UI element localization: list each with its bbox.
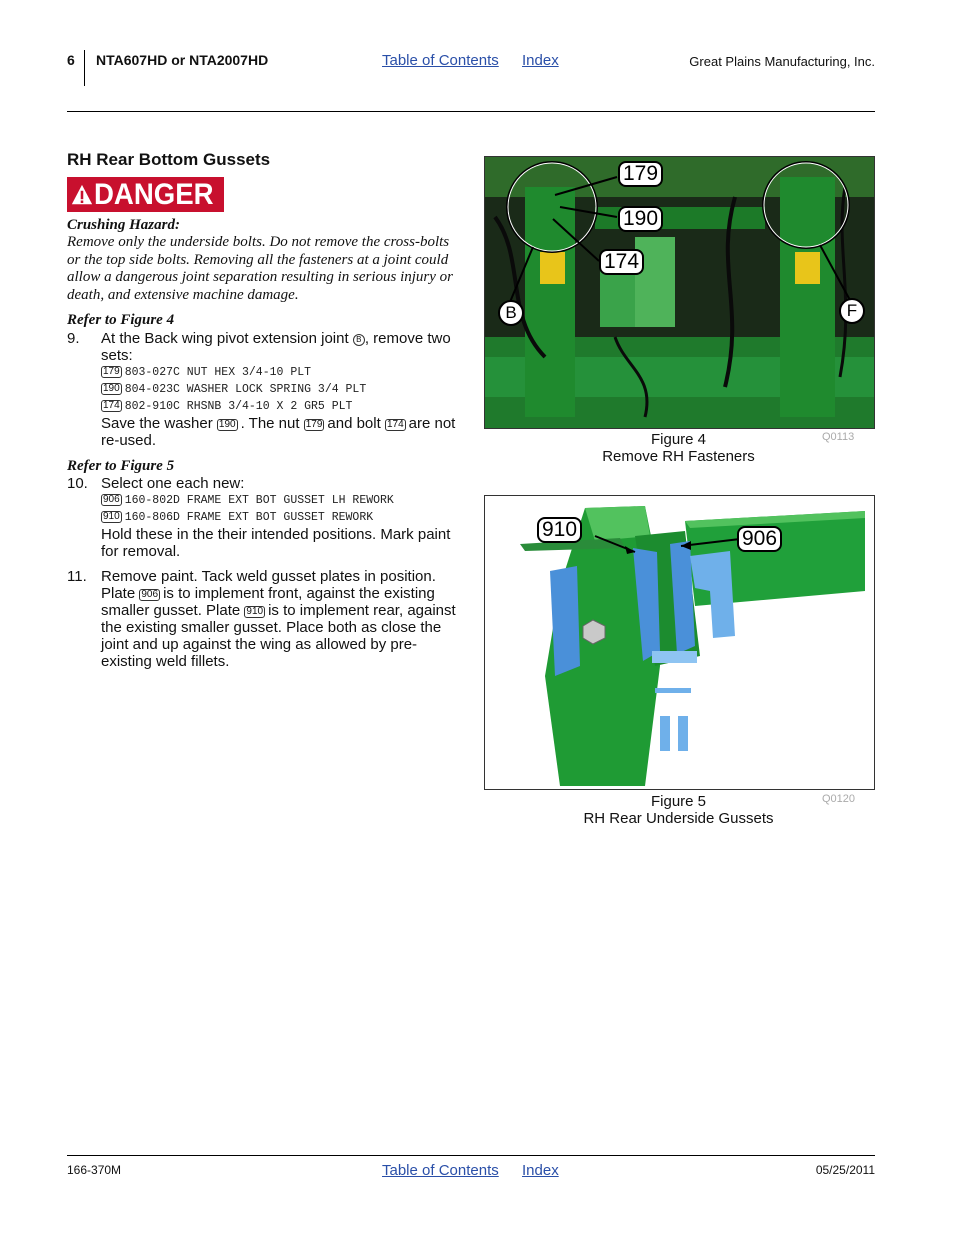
letter-f: F bbox=[839, 298, 865, 324]
step-9-text-b: , remove two sets: bbox=[101, 330, 451, 364]
section-title: RH Rear Bottom Gussets bbox=[67, 150, 271, 169]
refer-figure-5: Refer to Figure 5 bbox=[67, 458, 175, 474]
part-desc: 802-910C RHSNB 3/4-10 X 2 GR5 PLT bbox=[124, 400, 353, 413]
step-9-number: 9. bbox=[67, 330, 80, 347]
figure-5-title: RH Rear Underside Gussets bbox=[583, 810, 774, 827]
step-10-number: 10. bbox=[67, 475, 88, 492]
part-line bbox=[101, 511, 373, 524]
save-text-b: . The nut bbox=[240, 415, 300, 432]
save-text-a: Save the washer bbox=[101, 415, 213, 432]
footer-toc-link[interactable]: Table of Contents bbox=[382, 1162, 499, 1179]
step-11-text bbox=[101, 568, 457, 670]
part-tag: 174 bbox=[103, 400, 120, 411]
step-11-text-b: is to implement front, against the existing smaller gusset. Plate bbox=[101, 585, 435, 619]
company-name: Great Plains Manufacturing, Inc. bbox=[689, 54, 875, 69]
header-toc-link[interactable]: Table of Contents bbox=[382, 52, 499, 69]
part-line bbox=[101, 366, 311, 379]
header-divider bbox=[84, 50, 85, 86]
part-tag: 190 bbox=[103, 383, 120, 394]
header-rule bbox=[67, 111, 875, 112]
save-text-d: are not re-used. bbox=[101, 415, 456, 449]
part-tag: 179 bbox=[103, 366, 120, 377]
callout-179: 179 bbox=[618, 161, 663, 187]
step-11-number: 11. bbox=[67, 568, 87, 585]
part-tag: 179 bbox=[305, 419, 323, 430]
document-number: 166-370M bbox=[67, 1163, 122, 1177]
step-11-text-c: is to implement rear, against the existing smaller gusset. Place both as close the joint and up against the wing as allowed by pre-existing weld fillets. bbox=[101, 602, 456, 670]
danger-label: DANGER bbox=[93, 178, 214, 211]
hazard-text: Remove only the underside bolts. Do not remove the cross-bolts or the top side bolts. Removing all the fasteners at a joint could allow a dangerous joint separation resulting in serious injury or death, and extensive machine damage. bbox=[67, 234, 453, 303]
callout-906: 906 bbox=[737, 526, 782, 552]
hazard-title: Crushing Hazard: bbox=[67, 217, 180, 233]
page-number: 6 bbox=[67, 52, 75, 68]
part-desc: 160-802D FRAME EXT BOT GUSSET LH REWORK bbox=[124, 494, 394, 507]
part-tag: 910 bbox=[103, 511, 120, 522]
part-desc: 160-806D FRAME EXT BOT GUSSET REWORK bbox=[124, 511, 374, 524]
part-desc: 804-023C WASHER LOCK SPRING 3/4 PLT bbox=[124, 383, 367, 396]
letter-b: B bbox=[498, 300, 524, 326]
figure-4-illustration bbox=[485, 157, 874, 428]
step-9-text bbox=[101, 330, 457, 364]
manual-model: NTA607HD or NTA2007HD bbox=[96, 52, 269, 68]
part-tag: 906 bbox=[141, 589, 159, 600]
ref-letter-b: B bbox=[353, 334, 365, 346]
figure-5-label: Figure 5 bbox=[650, 793, 707, 810]
danger-banner bbox=[67, 177, 224, 212]
publication-date: 05/25/2011 bbox=[815, 1163, 875, 1177]
figure-4-title: Remove RH Fasteners bbox=[602, 448, 755, 465]
callout-190: 190 bbox=[618, 206, 663, 232]
part-line bbox=[101, 400, 352, 413]
part-tag: 910 bbox=[246, 606, 264, 617]
part-tag: 174 bbox=[386, 419, 404, 430]
step-10-text: Select one each new: bbox=[101, 475, 245, 492]
callout-910: 910 bbox=[537, 517, 582, 543]
figure-4-id: Q0113 bbox=[822, 431, 855, 443]
part-line bbox=[101, 494, 394, 507]
header-index-link[interactable]: Index bbox=[522, 52, 559, 69]
footer-index-link[interactable]: Index bbox=[522, 1162, 559, 1179]
refer-figure-4: Refer to Figure 4 bbox=[67, 312, 175, 328]
step-9-text-a: At the Back wing pivot extension joint bbox=[101, 330, 349, 347]
step-10-hold-text: Hold these in the their intended positions. Mark paint for removal. bbox=[101, 526, 451, 560]
figure-4-photo bbox=[484, 156, 875, 429]
part-desc: 803-027C NUT HEX 3/4-10 PLT bbox=[124, 366, 312, 379]
footer-rule bbox=[67, 1155, 875, 1156]
save-text-c: and bolt bbox=[327, 415, 381, 432]
figure-5-diagram bbox=[484, 495, 875, 790]
part-line bbox=[101, 383, 366, 396]
step-9-save-text bbox=[101, 415, 457, 449]
figure-5-id: Q0120 bbox=[822, 793, 856, 805]
warning-triangle-icon bbox=[71, 182, 93, 208]
figure-4-caption bbox=[484, 431, 873, 465]
step-11-text-a: Remove paint. Tack weld gusset plates in position. Plate bbox=[101, 568, 436, 602]
callout-174: 174 bbox=[599, 249, 644, 275]
part-tag: 906 bbox=[103, 494, 120, 505]
figure-5-caption bbox=[484, 793, 873, 827]
figure-4-label: Figure 4 bbox=[650, 431, 707, 448]
part-tag: 190 bbox=[218, 419, 236, 430]
